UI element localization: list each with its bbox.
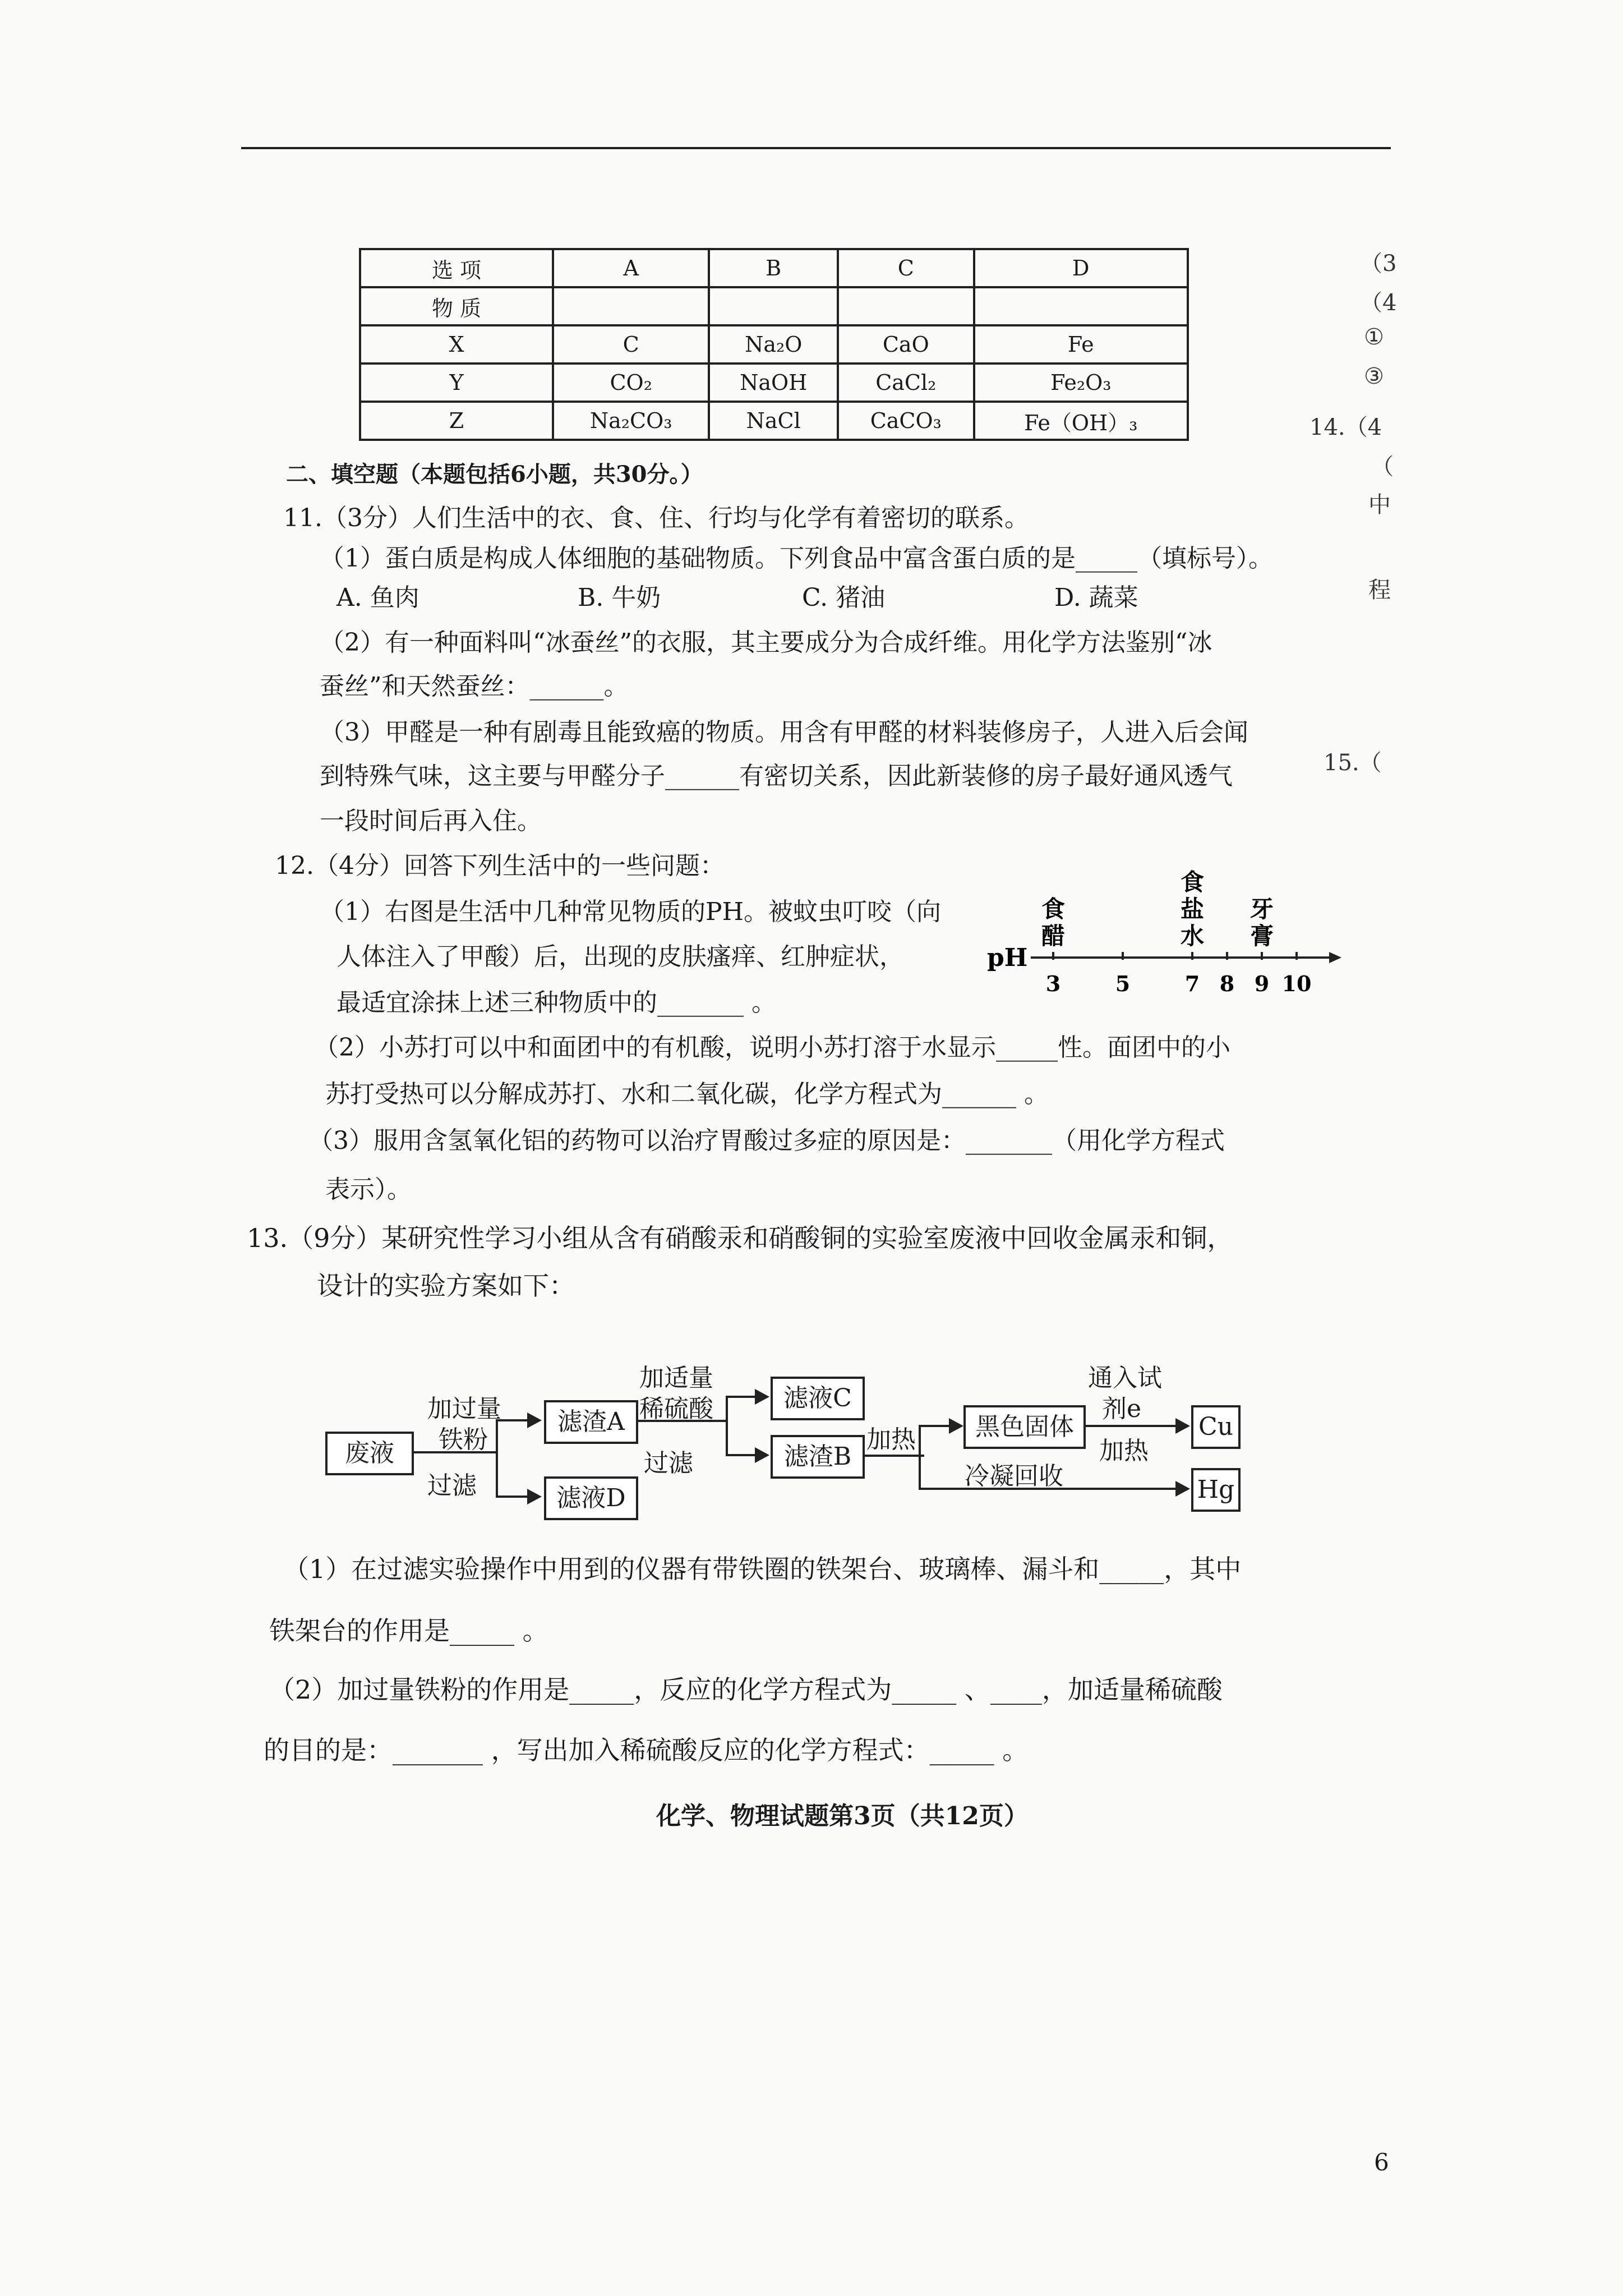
table-header-cell: 选 项 xyxy=(360,249,553,287)
flow-label-reagent-1: 通入试 xyxy=(1088,1364,1162,1392)
flow-arrow xyxy=(949,1418,963,1434)
flow-box-filtrate-d: 滤液D xyxy=(544,1476,638,1520)
right-fragment: （ xyxy=(1371,454,1394,480)
table-row xyxy=(360,325,1188,364)
q13-part2-line2: 的目的是：_______ ，写出加入稀硫酸反应的化学方程式：_____ 。 xyxy=(264,1735,1029,1765)
table-row xyxy=(360,364,1188,402)
ph-scale-diagram xyxy=(987,847,1346,1004)
q12-part1-line1: （1）右图是生活中几种常见物质的PH。被蚊虫叮咬（向 xyxy=(320,898,941,926)
flow-box-black-solid: 黑色固体 xyxy=(963,1405,1086,1449)
flow-label-acid-2: 稀硫酸 xyxy=(639,1395,713,1423)
flow-box-hg: Hg xyxy=(1191,1468,1241,1512)
options-table xyxy=(359,248,1189,441)
right-fragment: （3 xyxy=(1360,251,1397,277)
q13-stem-line1: 13.（9分）某研究性学习小组从含有硝酸汞和硝酸铜的实验室废液中回收金属汞和铜， xyxy=(247,1223,1233,1253)
q12-part1-line2: 人体注入了甲酸）后，出现的皮肤瘙痒、红肿症状， xyxy=(336,942,904,971)
ph-substance-label: 食盐水 xyxy=(1180,868,1205,950)
q13-stem-line2: 设计的实验方案如下： xyxy=(317,1271,575,1301)
table-cell: C xyxy=(553,325,709,364)
right-fragment: （4 xyxy=(1360,290,1397,316)
flow-label-heat2: 加热 xyxy=(1099,1437,1149,1465)
q11-part2-line2: 蚕丝”和天然蚕丝：______。 xyxy=(320,672,629,701)
flow-line xyxy=(726,1454,757,1456)
table-cell: Fe（OH）₃ xyxy=(974,402,1188,440)
q12-stem: 12.（4分）回答下列生活中的一些问题： xyxy=(275,852,725,880)
table-cell xyxy=(838,287,974,325)
q13-part2-line1: （2）加过量铁粉的作用是_____，反应的化学方程式为_____ 、____，加适量稀硫酸 xyxy=(269,1674,1223,1705)
table-cell: CaO xyxy=(838,325,974,364)
right-fragment: 15.（ xyxy=(1324,750,1382,776)
right-fragment: 中 xyxy=(1368,492,1391,518)
flow-label-condense: 冷凝回收 xyxy=(965,1462,1063,1490)
ph-tick-label: 10 xyxy=(1281,971,1312,996)
table-cell xyxy=(709,287,838,325)
right-fragment: 14.（4 xyxy=(1310,415,1382,440)
flow-label-add-fe-2: 铁粉 xyxy=(439,1425,488,1454)
flow-arrow xyxy=(755,1447,769,1463)
page-number: 6 xyxy=(1374,2148,1389,2176)
flow-line xyxy=(496,1496,529,1498)
table-header-row xyxy=(360,249,1188,287)
flow-arrow xyxy=(527,1489,542,1504)
table-header-cell: C xyxy=(838,249,974,287)
table-cell: CO₂ xyxy=(553,364,709,402)
ph-substance-label: 食醋 xyxy=(1041,895,1066,950)
q12-part2-line1: （2）小苏打可以中和面团中的有机酸，说明小苏打溶于水显示_____性。面团中的小 xyxy=(314,1033,1230,1062)
table-row xyxy=(360,402,1188,440)
q12-part3-line2: 表示）。 xyxy=(325,1175,412,1204)
flow-line xyxy=(919,1425,951,1427)
ph-tick-label: 5 xyxy=(1115,971,1131,996)
flow-arrow xyxy=(527,1412,542,1428)
ph-axis-arrow xyxy=(1329,952,1341,963)
table-cell xyxy=(974,287,1188,325)
ph-tick-label: 7 xyxy=(1184,971,1200,996)
table-cell: Fe₂O₃ xyxy=(974,364,1188,402)
section-heading: 二、填空题（本题包括6小题，共30分。） xyxy=(286,461,703,487)
flow-box-residue-a: 滤渣A xyxy=(544,1400,638,1444)
page-footer: 化学、物理试题第3页（共12页） xyxy=(656,1802,1029,1830)
table-cell xyxy=(553,287,709,325)
table-row-label: Z xyxy=(360,402,553,440)
table-header-cell: A xyxy=(553,249,709,287)
flow-line xyxy=(1083,1425,1178,1427)
table-row-label: 物 质 xyxy=(360,287,553,325)
flow-line xyxy=(726,1396,728,1456)
ph-tick-label: 9 xyxy=(1254,971,1270,996)
q11-part1: （1）蛋白质是构成人体细胞的基础物质。下列食品中富含蛋白质的是_____（填标号）。 xyxy=(320,544,1273,573)
flow-line xyxy=(863,1455,924,1457)
flow-label-filter2: 过滤 xyxy=(644,1449,693,1478)
flow-label-filter1: 过滤 xyxy=(427,1471,477,1500)
table-row-label: Y xyxy=(360,364,553,402)
q11-option-a: A. 鱼肉 xyxy=(336,583,419,612)
ph-substance-label: 牙膏 xyxy=(1249,895,1274,950)
table-cell: CaCl₂ xyxy=(838,364,974,402)
flow-box-waste: 废液 xyxy=(325,1432,414,1475)
q12-part1-line3: 最适宜涂抹上述三种物质中的_______ 。 xyxy=(336,988,776,1017)
flow-box-filtrate-c: 滤液C xyxy=(771,1377,865,1420)
right-fragment: ③ xyxy=(1364,364,1384,389)
flow-arrow xyxy=(755,1389,769,1405)
flow-line xyxy=(726,1396,757,1398)
ph-axis-label: pH xyxy=(987,944,1028,972)
flow-line xyxy=(496,1419,498,1498)
table-row-label: X xyxy=(360,325,553,364)
q11-part3-line1: （3）甲醛是一种有剧毒且能致癌的物质。用含有甲醛的材料装修房子，人进入后会闻 xyxy=(320,718,1248,747)
q12-part3-line1: （3）服用含氢氧化铝的药物可以治疗胃酸过多症的原因是：_______（用化学方程式 xyxy=(308,1126,1225,1155)
q11-option-c: C. 猪油 xyxy=(802,583,886,612)
flow-line xyxy=(919,1425,921,1490)
q13-part1-line1: （1）在过滤实验操作中用到的仪器有带铁圈的铁架台、玻璃棒、漏斗和_____，其中 xyxy=(283,1554,1242,1584)
q11-stem: 11.（3分）人们生活中的衣、食、住、行均与化学有着密切的联系。 xyxy=(283,504,1029,532)
q11-option-d: D. 蔬菜 xyxy=(1054,583,1138,612)
ph-tick-label: 3 xyxy=(1045,971,1061,996)
table-cell: Fe xyxy=(974,325,1188,364)
flow-label-acid-1: 加适量 xyxy=(639,1364,713,1392)
table-cell: NaOH xyxy=(709,364,838,402)
table-header-cell: D xyxy=(974,249,1188,287)
table-header-cell: B xyxy=(709,249,838,287)
table-cell: Na₂O xyxy=(709,325,838,364)
flow-label-heat: 加热 xyxy=(866,1425,916,1454)
flow-box-residue-b: 滤渣B xyxy=(771,1435,865,1479)
ph-tick-label: 8 xyxy=(1219,971,1235,996)
q11-part3-line2: 到特殊气味，这主要与甲醛分子______有密切关系，因此新装修的房子最好通风透气 xyxy=(320,762,1233,790)
table-cell: Na₂CO₃ xyxy=(553,402,709,440)
q12-part2-line2: 苏打受热可以分解成苏打、水和二氧化碳，化学方程式为______ 。 xyxy=(325,1080,1049,1108)
table-cell: CaCO₃ xyxy=(838,402,974,440)
q11-part2-line1: （2）有一种面料叫“冰蚕丝”的衣服，其主要成分为合成纤维。用化学方法鉴别“冰 xyxy=(320,628,1212,657)
q11-option-b: B. 牛奶 xyxy=(578,583,661,612)
flow-box-cu: Cu xyxy=(1191,1405,1241,1449)
flow-label-reagent-2: 剂e xyxy=(1102,1395,1142,1423)
table-row xyxy=(360,287,1188,325)
top-rule xyxy=(241,147,1391,149)
flow-label-add-fe-1: 加过量 xyxy=(427,1395,501,1423)
flow-arrow xyxy=(1175,1481,1190,1497)
flow-arrow xyxy=(1175,1418,1190,1434)
right-fragment: 程 xyxy=(1368,577,1391,603)
q11-part3-line3: 一段时间后再入住。 xyxy=(320,807,542,835)
right-fragment: ① xyxy=(1364,324,1384,350)
table-cell: NaCl xyxy=(709,402,838,440)
q13-part1-line2: 铁架台的作用是_____ 。 xyxy=(269,1616,548,1646)
